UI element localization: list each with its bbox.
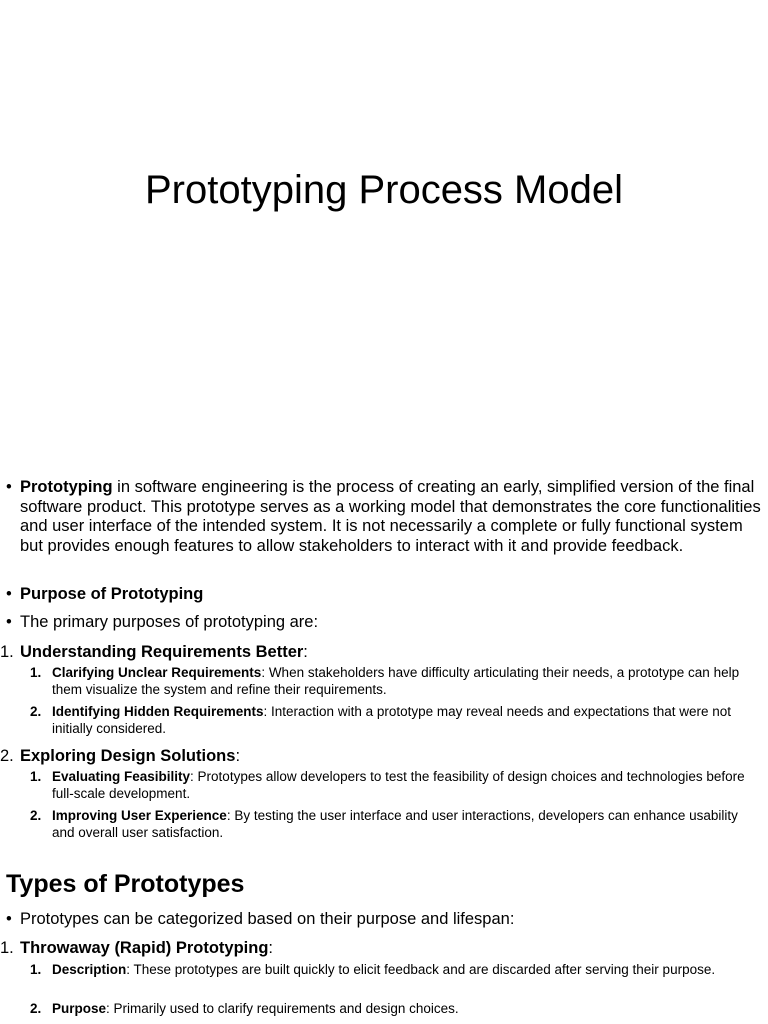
sub-item-text: : By testing the user interface and user interactions, developers can enhance usability and overall user satisfaction. [52, 808, 738, 840]
list-number: 2. [30, 808, 42, 823]
sub-item [30, 665, 762, 698]
sub-item-text: : These prototypes are built quickly to elicit feedback and are discarded after serving their purpose. [126, 962, 716, 977]
purpose-title: Understanding Requirements Better [20, 643, 304, 661]
purpose-item-2 [0, 746, 760, 766]
list-number: 2. [30, 704, 42, 719]
sub-item-term: Evaluating Feasibility [52, 769, 191, 784]
bullet-marker: • [6, 910, 12, 928]
list-number: 1. [30, 665, 42, 680]
list-number: 2. [30, 1001, 42, 1016]
bullet-marker: • [6, 585, 12, 603]
sub-item [30, 962, 762, 979]
sub-item [30, 808, 762, 841]
sub-item-text: : Prototypes allow developers to test the feasibility of design choices and technologies before full-scale development. [52, 769, 745, 801]
slide-title: Prototyping Process Model [144, 168, 623, 212]
sub-item [30, 769, 762, 802]
intro-term: Prototyping [20, 478, 113, 496]
purpose-item-1 [0, 642, 760, 662]
list-number: 1. [30, 962, 42, 977]
list-number: 1. [30, 769, 42, 784]
types-heading: Types of Prototypes [6, 870, 245, 898]
sub-item [30, 704, 762, 737]
intro-paragraph [6, 478, 764, 556]
purpose-lead-item [6, 613, 764, 633]
type-title: Throwaway (Rapid) Prototyping [20, 939, 269, 957]
colon: : [235, 747, 241, 765]
types-lead: Prototypes can be categorized based on their purpose and lifespan: [20, 910, 515, 928]
sub-item [30, 1001, 762, 1018]
types-lead-item [6, 910, 764, 930]
purpose-lead: The primary purposes of prototyping are: [20, 613, 319, 631]
sub-item-term: Purpose [52, 1001, 107, 1016]
type-item-1 [0, 938, 760, 958]
list-number: 2. [0, 747, 14, 765]
intro-text: in software engineering is the process of creating an early, simplified version of the final software product. This prototype serves as a working model that demonstrates the core functionalities and user interface of the intended system. It is not necessarily a complete or fully functional system but provides enough features to allow stakeholders to interact with it and provide feedback. [20, 478, 761, 555]
sub-item-term: Improving User Experience [52, 808, 227, 823]
list-number: 1. [0, 643, 14, 661]
sub-item-term: Identifying Hidden Requirements [52, 704, 264, 719]
sub-item-term: Clarifying Unclear Requirements [52, 665, 262, 680]
purpose-heading: Purpose of Prototyping [20, 585, 204, 603]
colon: : [303, 643, 308, 661]
colon: : [268, 939, 274, 957]
sub-item-text: : Primarily used to clarify requirements and design choices. [106, 1001, 459, 1016]
purpose-heading-item [6, 585, 764, 605]
sub-item-text: : When stakeholders have difficulty articulating their needs, a prototype can help them visualize the system and refine their requirements. [52, 665, 740, 697]
sub-item-text: : Interaction with a prototype may reveal needs and expectations that were not initially considered. [52, 704, 732, 736]
list-number: 1. [0, 939, 14, 957]
bullet-marker: • [6, 478, 12, 496]
purpose-title: Exploring Design Solutions [20, 747, 236, 765]
sub-item-term: Description [52, 962, 127, 977]
bullet-marker: • [6, 613, 12, 631]
